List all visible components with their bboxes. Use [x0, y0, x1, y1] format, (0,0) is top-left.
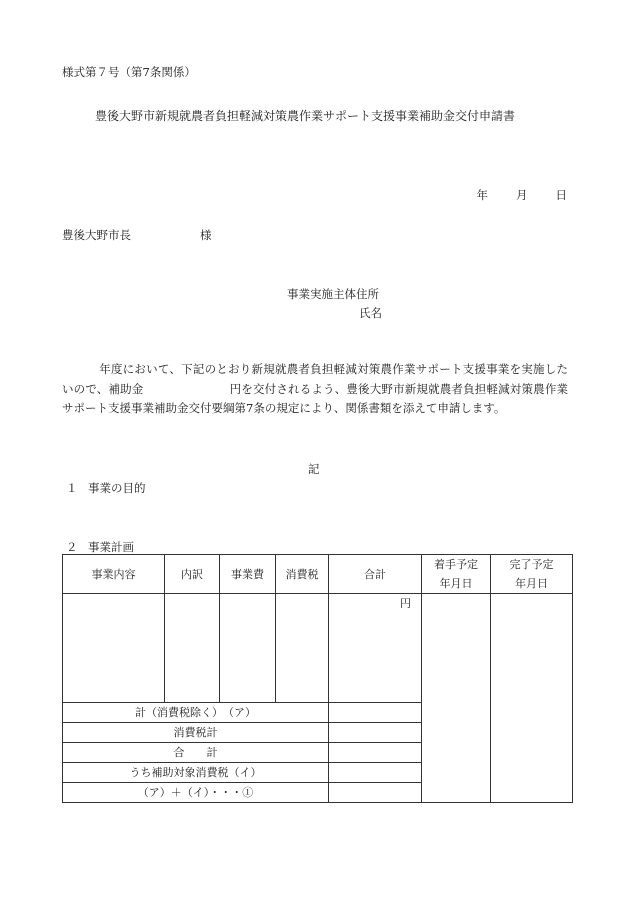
- summary-value-total[interactable]: [329, 743, 422, 763]
- addressee-name: 豊後大野市長: [62, 228, 131, 242]
- date-month-label: 月: [516, 188, 528, 202]
- section-purpose-heading: [66, 480, 146, 496]
- section-label: 事業の目的: [88, 481, 146, 495]
- cell-content[interactable]: [63, 594, 165, 703]
- summary-label-tax: 消費税計: [63, 723, 329, 743]
- table-header-row: [63, 555, 573, 594]
- header-tax: 消費税: [276, 555, 329, 594]
- project-plan-table: [62, 554, 573, 803]
- date-year-label: 年: [476, 188, 488, 202]
- section-number: １: [66, 481, 78, 495]
- body-text-part1: 年度において、下記のとおり新規就農者負担軽減対策農作業サポート支援事業を実施したいので、補助金: [62, 362, 568, 396]
- summary-label-eligible-tax: うち補助対象消費税（イ）: [63, 763, 329, 783]
- header-end-line2: 年月日: [515, 577, 548, 590]
- table-data-row: [63, 594, 573, 703]
- section-label: 事業計画: [88, 540, 134, 554]
- header-end-date: [491, 555, 573, 594]
- header-cost: 事業費: [220, 555, 276, 594]
- header-content: 事業内容: [63, 555, 165, 594]
- cell-breakdown[interactable]: [165, 594, 220, 703]
- applicant-address-label: 事業実施主体住所: [287, 287, 379, 301]
- cell-cost[interactable]: [220, 594, 276, 703]
- summary-label-grand: （ア）＋（イ）・・・①: [63, 783, 329, 803]
- summary-value-subtotal[interactable]: [329, 703, 422, 723]
- header-start-line1: 着手予定: [434, 558, 478, 571]
- header-end-line1: 完了予定: [509, 558, 554, 571]
- cell-total-yen[interactable]: 円: [329, 594, 422, 703]
- applicant-name-label: 氏名: [359, 306, 382, 320]
- document-title: 豊後大野市新規就農者負担軽減対策農作業サポート支援事業補助金交付申請書: [95, 109, 516, 123]
- ki-heading: 記: [308, 462, 320, 476]
- summary-value-grand[interactable]: [329, 783, 422, 803]
- form-number: 様式第７号（第7条関係）: [62, 65, 196, 79]
- cell-start-date[interactable]: [422, 594, 491, 803]
- summary-value-eligible-tax[interactable]: [329, 763, 422, 783]
- body-text-part2: 円を交付されるよう、豊後大野市新規就農者負担軽減対策農作業サポート支援事業補助金交付要綱第7条の規定により、関係書類を添えて申請します。: [62, 381, 568, 415]
- header-start-line2: 年月日: [439, 577, 473, 590]
- summary-label-total: 合 計: [63, 743, 329, 763]
- section-number: ２: [66, 540, 78, 554]
- header-total: 合計: [329, 555, 422, 594]
- section-plan-heading: [66, 539, 134, 555]
- header-breakdown: 内訳: [165, 555, 220, 594]
- summary-value-tax[interactable]: [329, 723, 422, 743]
- cell-tax[interactable]: [276, 594, 329, 703]
- date-line: [477, 187, 568, 203]
- application-body-text: [62, 360, 568, 419]
- date-day-label: 日: [555, 188, 567, 202]
- addressee-honorific: 様: [200, 228, 212, 242]
- cell-end-date[interactable]: [491, 594, 573, 803]
- summary-label-subtotal: 計（消費税除く） （ア）: [63, 703, 329, 723]
- header-start-date: [422, 555, 491, 594]
